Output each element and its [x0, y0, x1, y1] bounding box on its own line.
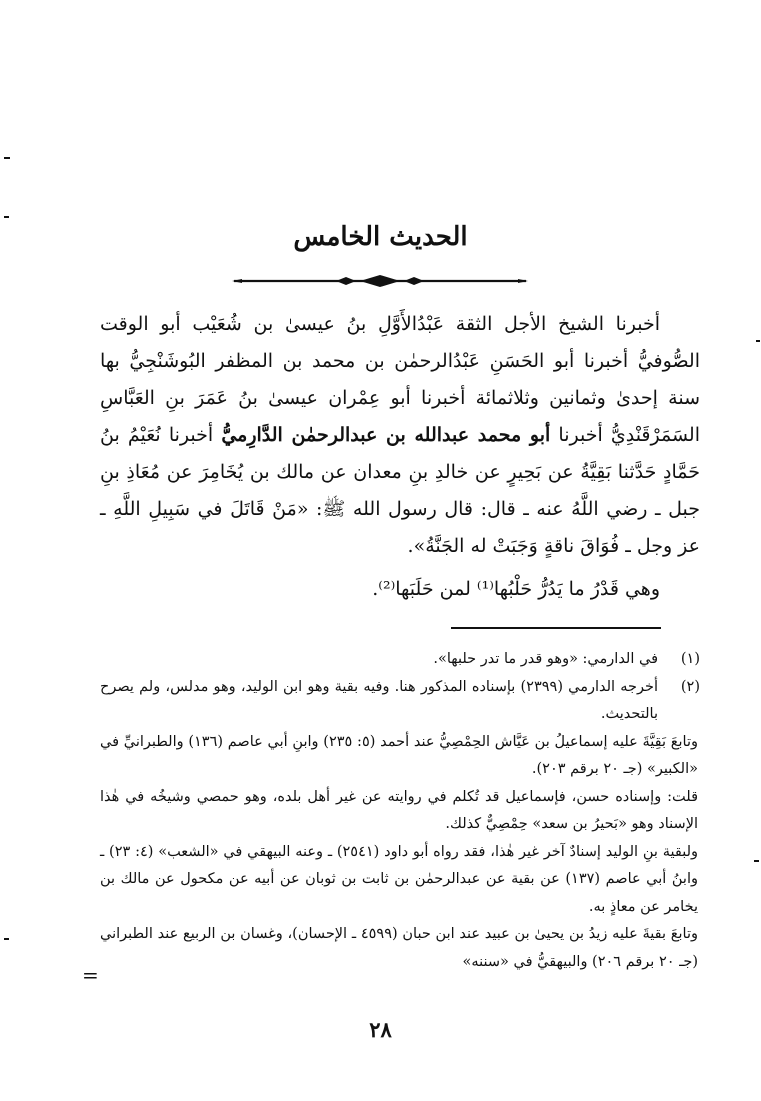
margin-speck — [4, 938, 9, 940]
footnote-continuation: وتابعَ بقيةَ عليه زيدُ بن يحيىٰ بن عبيد عند ابن حبان (٤٥٩٩ ـ الإحسان)، وغسان بن الربيع عند الطبراني (جـ ٢٠ برقم ٢٠٦) والبيهقيُّ في «سننه» — [100, 926, 699, 970]
title-ornament — [232, 274, 528, 288]
footnote-continuation: قلت: وإسناده حسن، فإسماعيل قد تُكلم في روايته عن غير أهل بلده، وهو حمصي وشيخُه في هٰذا الإسناد وهو «بَحيرُ بن سعد» حِمْصِيٌّ كذلك. — [100, 788, 698, 832]
page-number: ٢٨ — [369, 1017, 392, 1042]
isnad-matn-text: أخبرنا نُعَيْمُ بنُ حَمَّادٍ حَدَّثنا بَقِيَّةُ عن بَحِيرٍ عن خالدِ بنِ معدان عن مالك بن يُخَامِرَ عن مُعَاذِ بنِ جبل ـ رضي اللَّهُ عنه ـ قال: قال رسول الله ﷺ: «مَنْ قَاتَلَ في سَبِيلِ اللَّهِ ـ عز وجل ـ فُوَاقَ ناقةٍ وَجَبَتْ له الجَنَّةُ». — [100, 424, 700, 557]
footnote-continuation: وتابعَ بَقِيَّةَ عليه إسماعيلُ بن عَيَّاش الحِمْصِيُّ عند أحمد (٥: ٢٣٥) وابنِ أبي عاصم (١٣٦) والطبرانيِّ في «الكبير» (جـ ٢٠ برقم ٢٠٣). — [100, 733, 698, 777]
footnote — [100, 646, 700, 674]
section-title: الحديث الخامس — [293, 222, 468, 252]
margin-speck — [756, 340, 760, 342]
footnote-number: (١) — [680, 651, 700, 667]
hadith-text — [100, 306, 700, 608]
footnotes — [100, 646, 700, 976]
footnote — [100, 674, 700, 729]
margin-speck — [754, 860, 759, 862]
footnote-text: أخرجه الدارمي (٢٣٩٩) بإسناده المذكور هنا. وفيه بقية وهو ابن الوليد، وهو مدلس، ولم يصرح بالتحديث. — [100, 678, 658, 722]
footnote-continuation: ولبقية بنِ الوليد إسنادٌ آخر غير هٰذا، فقد رواه أبو داود (٢٥٤١) ـ وعنه البيهقي في «الشعب» (٤: ٢٣) ـ وابنُ أبي عاصم (١٣٧) عن بقية عن عبدالرحمٰن بن ثابت بن ثوبان عن أبيه عن مكحول عن مالك بن يخامر عن معاذٍ به. — [100, 843, 699, 915]
isnad-text: أخبرنا الشيخ الأجل الثقة عَبْدُالأَوَّلِ بنُ عيسىٰ بن شُعَيْب أبو الوقت الصُّوفيُّ أخبرنا أبو الحَسَنِ عَبْدُالرحمٰن بن محمد بن المظفر البُوشَنْجِيُّ بها سنة إحدىٰ وثمانين وثلاثمائة أخبرنا أبو عِمْران عيسىٰ بنُ عَمَرَ بنِ العَبَّاسِ السَمَرْقَنْدِيُّ أخبرنا — [100, 313, 701, 446]
margin-speck — [4, 216, 9, 218]
footnote-number: (٢) — [680, 678, 700, 695]
continuation-mark: = — [82, 963, 99, 987]
explanation-paragraph: وهي قَدْرُ ما يَدُرُّ حَلْبُها⁽¹⁾ لمن حَلَبَها⁽²⁾. — [372, 578, 660, 600]
footnote-separator — [451, 627, 661, 629]
margin-speck — [4, 157, 10, 159]
narrator-bold: أبو محمد عبدالله بن عبدالرحمٰن الدَّارِميُّ — [221, 424, 551, 446]
hadith-paragraph — [100, 306, 700, 565]
footnote-text: في الدارمي: «وهو قدر ما تدر حلبها». — [433, 651, 658, 667]
